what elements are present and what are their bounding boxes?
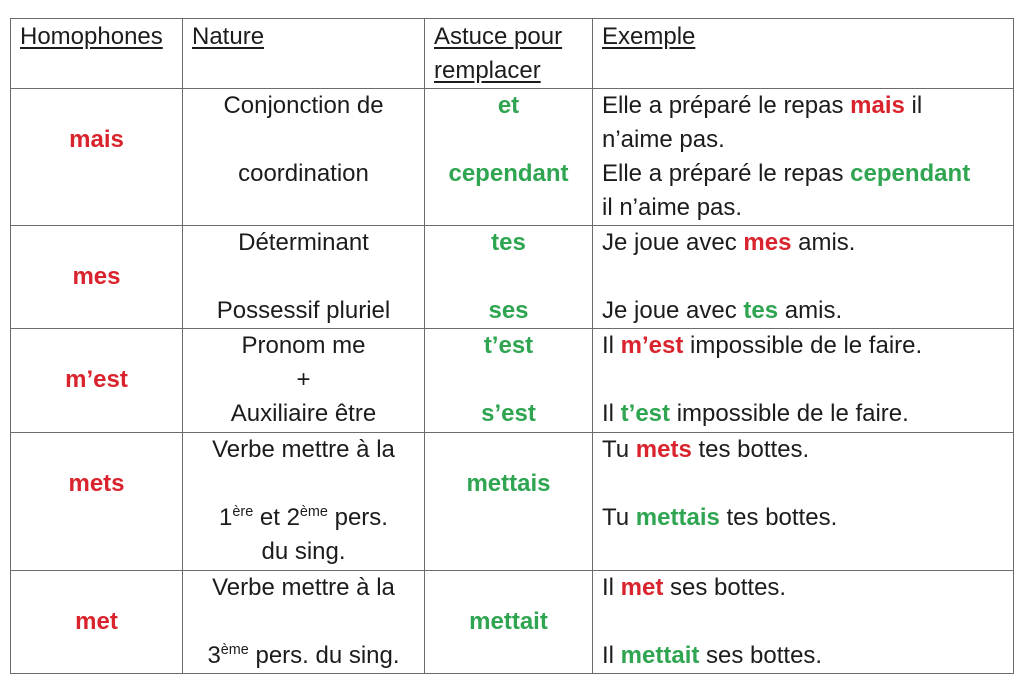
example-text: amis. [778,297,843,324]
text-line [183,571,424,605]
nature-text: pers. [327,504,388,531]
nature-text: du sing. [261,538,346,565]
replacement-cell [425,433,593,571]
text-line [602,89,1013,123]
nature-text: 1 [219,504,233,531]
text-line [602,226,1013,260]
homophone-cell [11,89,183,226]
blank-line [602,260,1013,294]
text-line [602,639,1013,673]
header-label: Exemple [602,23,696,50]
example-text: ses bottes. [699,642,823,669]
example-homophone: met [620,574,664,601]
replacement-word: mettait [469,608,548,635]
text-line [602,191,1013,225]
header-exemple [593,19,1014,89]
replacement-cell [425,89,593,226]
text-line [183,535,424,569]
homophone-cell [11,433,183,571]
text-line [183,639,424,673]
text-line [183,89,424,123]
nature-text: Possessif pluriel [216,297,391,324]
example-text: Il [602,400,621,427]
example-text: impossible de le faire. [670,400,909,427]
header-row [11,19,1014,89]
nature-text: Verbe mettre à la [212,436,395,463]
blank-line [183,123,424,157]
header-label: Nature [192,23,265,50]
example-replacement: t’est [620,400,671,427]
blank-line [602,363,1013,397]
example-text: n’aime pas. [602,126,725,153]
homophone-cell [11,571,183,674]
nature-text: Conjonction de [223,92,384,119]
table-row [11,571,1014,674]
text-line [602,294,1013,328]
homophone-word: mais [69,126,124,153]
text-line [183,433,424,467]
nature-text: Verbe mettre à la [212,574,395,601]
text-line [11,467,182,501]
blank-line [11,433,182,467]
example-cell [593,329,1014,433]
example-text: tes bottes. [691,436,810,463]
text-line [602,571,1013,605]
nature-cell [183,571,425,674]
blank-line [183,260,424,294]
text-line [602,329,1013,363]
blank-line [602,467,1013,501]
example-cell [593,226,1014,329]
replacement-cell [425,329,593,433]
blank-line [11,89,182,123]
nature-text: Déterminant [238,229,369,256]
example-cell [593,433,1014,571]
table-row [11,329,1014,433]
homophone-word: mes [72,263,121,290]
text-line [602,501,1013,535]
replacement-word: t’est [483,332,534,359]
text-line [183,397,424,431]
text-line [602,433,1013,467]
example-replacement: tes [743,297,779,324]
table-row [11,433,1014,571]
example-text: Je joue avec [602,229,744,256]
example-text: tes bottes. [719,504,838,531]
example-text: il n’aime pas. [602,194,743,221]
text-line [602,123,1013,157]
nature-text: + [296,366,311,393]
text-line [11,123,182,157]
header-astuce [425,19,593,89]
example-text: Je joue avec [602,297,744,324]
example-homophone: mais [850,92,905,119]
example-text: Tu [602,436,636,463]
blank-line [11,571,182,605]
example-text: Il [602,574,621,601]
header-label: Homophones [20,23,163,50]
replacement-word: cependant [448,160,569,187]
homophone-word: met [75,608,118,635]
blank-line [183,467,424,501]
text-line [425,89,592,123]
header-nature [183,19,425,89]
blank-line [425,123,592,157]
example-text: Elle a préparé le repas [602,92,851,119]
homophone-word: m’est [65,366,128,393]
text-line [425,467,592,501]
text-line [11,363,182,397]
text-line [425,605,592,639]
nature-cell [183,89,425,226]
nature-text: 3 [207,642,221,669]
example-text: amis. [791,229,856,256]
example-homophone: m’est [620,332,684,359]
homophones-table [10,18,1014,674]
nature-cell [183,226,425,329]
table-header [11,19,1014,89]
text-line [425,157,592,191]
nature-text: Pronom me [241,332,366,359]
text-line [183,363,424,397]
text-line [425,226,592,260]
example-text: impossible de le faire. [683,332,923,359]
replacement-word: et [497,92,520,119]
blank-line [425,260,592,294]
text-line [425,329,592,363]
nature-text: Auxiliaire être [230,400,377,427]
replacement-word: mettais [466,470,551,497]
table-body [11,89,1014,674]
example-text: Tu [602,504,636,531]
homophone-word: mets [68,470,125,497]
table-row [11,89,1014,226]
text-line [183,226,424,260]
text-line [183,157,424,191]
text-line [425,294,592,328]
example-text: il [904,92,923,119]
replacement-cell [425,571,593,674]
example-homophone: mes [743,229,792,256]
nature-cell [183,329,425,433]
text-line [11,260,182,294]
superscript-text: ère [232,504,254,521]
blank-line [425,363,592,397]
example-homophone: mets [635,436,692,463]
example-cell [593,571,1014,674]
nature-text: coordination [238,160,369,187]
text-line [183,501,424,535]
nature-text: pers. du sing. [248,642,400,669]
blank-line [602,605,1013,639]
text-line [602,157,1013,191]
blank-line [11,329,182,363]
nature-text: et 2 [253,504,300,531]
homophone-cell [11,226,183,329]
example-replacement: mettais [635,504,720,531]
example-text: Il [602,332,621,359]
text-line [602,397,1013,431]
replacement-word: s’est [481,400,536,427]
example-text: Elle a préparé le repas [602,160,851,187]
superscript-text: ème [299,504,328,521]
example-replacement: mettait [620,642,700,669]
text-line [183,329,424,363]
nature-cell [183,433,425,571]
example-text: ses bottes. [663,574,787,601]
replacement-cell [425,226,593,329]
example-text: Il [602,642,621,669]
text-line [11,605,182,639]
text-line [425,397,592,431]
replacement-word: tes [491,229,526,256]
blank-line [11,226,182,260]
header-homophones [11,19,183,89]
blank-line [425,571,592,605]
blank-line [183,605,424,639]
example-replacement: cependant [850,160,971,187]
header-label: Astuce pour remplacer [434,23,563,84]
replacement-word: ses [488,297,529,324]
superscript-text: ème [220,642,249,659]
homophone-cell [11,329,183,433]
blank-line [425,433,592,467]
table-row [11,226,1014,329]
text-line [183,294,424,328]
example-cell [593,89,1014,226]
